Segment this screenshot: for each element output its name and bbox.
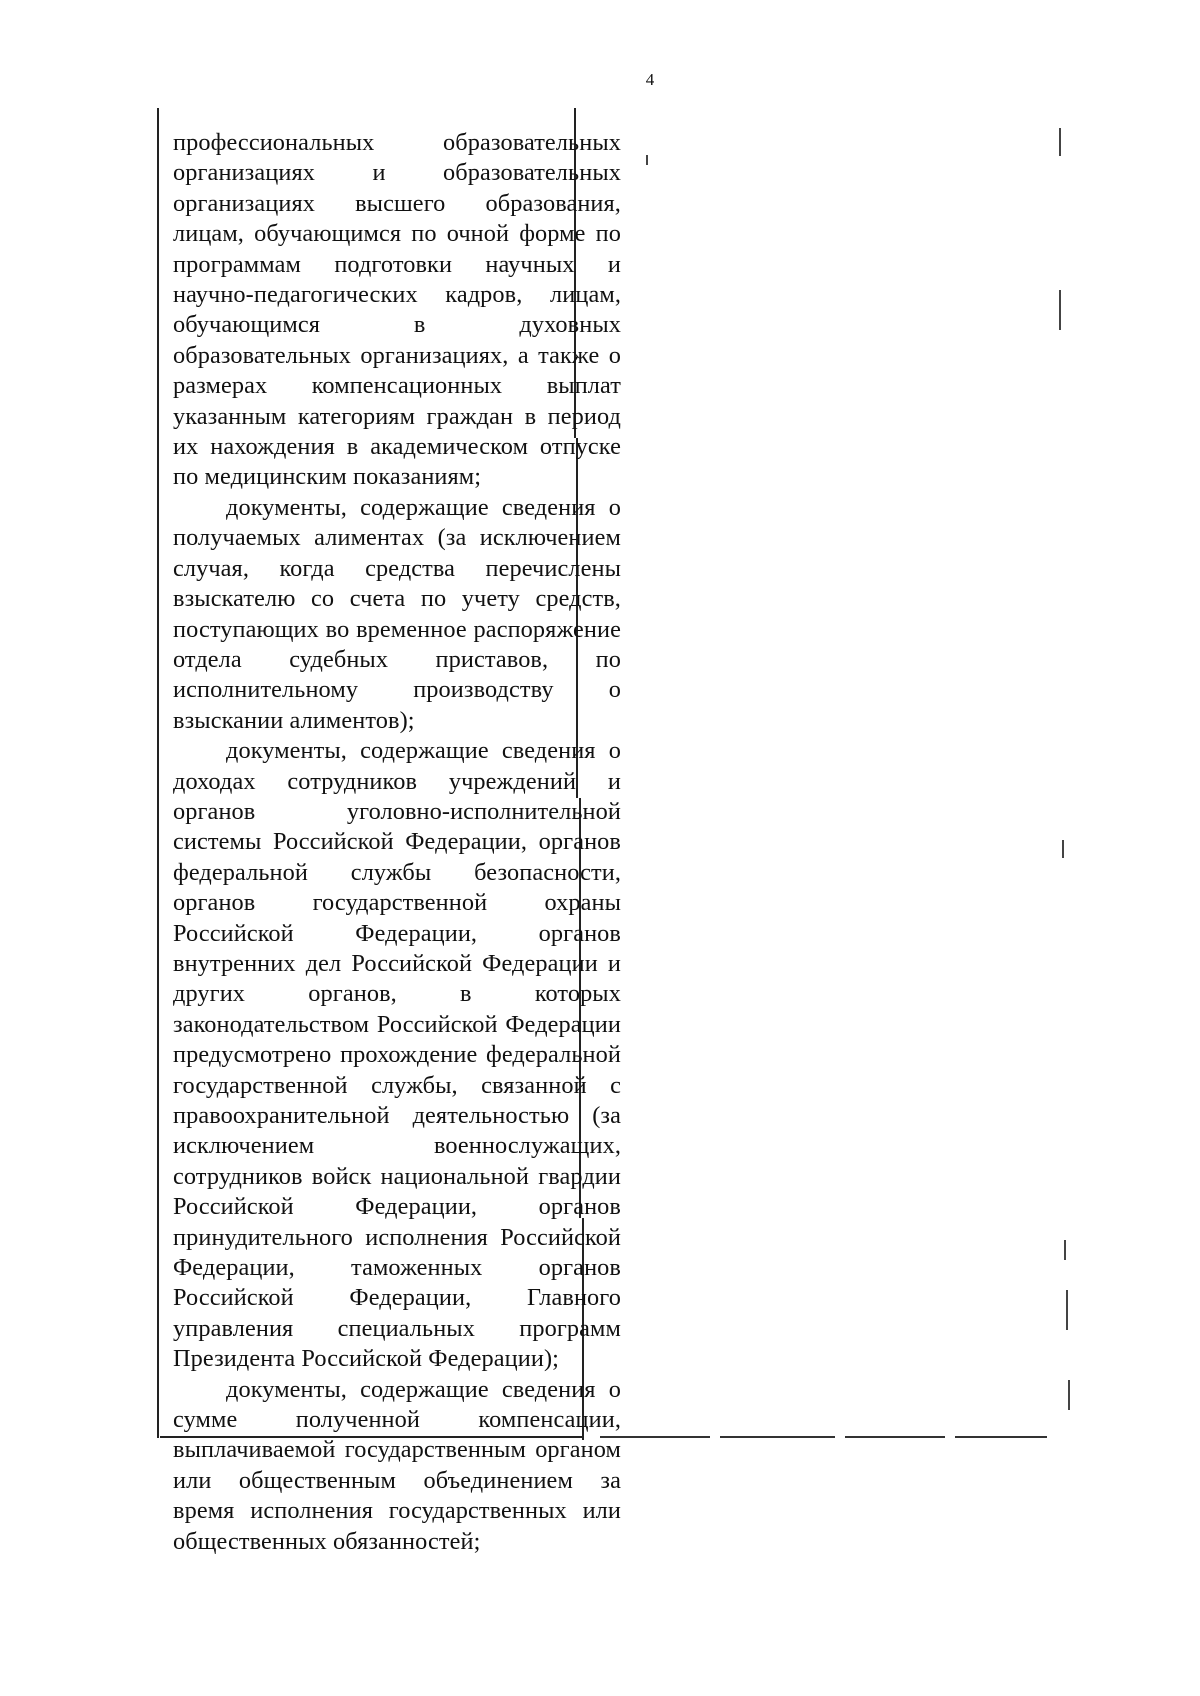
- scan-artifact-tick: [1066, 1290, 1068, 1330]
- scan-artifact-tick: [1059, 290, 1061, 330]
- scan-artifact-tick: [646, 155, 648, 165]
- table-bottom-dash: [720, 1436, 835, 1438]
- page-number: 4: [645, 70, 655, 89]
- paragraph-1: профессиональных образовательных организациях и образовательных организациях высшего образования, лицам, обучающимся по очной форме по программам подготовки научных и научно-педагогических кадров, лицам, обучающимся в духовных образовательных организациях, а также о размерах компенсационных выплат указанным категориям граждан в период их нахождения в академическом отпуске по медицинским показаниям;: [173, 129, 621, 491]
- scan-artifact-tick: [1062, 840, 1064, 858]
- table-bottom-dash: [845, 1436, 945, 1438]
- document-body: [173, 128, 621, 1557]
- scan-artifact-tick: [1064, 1240, 1066, 1260]
- paragraph-4: документы, содержащие сведения о сумме полученной компенсации, выплачиваемой государственным органом или общественным объединением за время исполнения государственных или общественных обязанностей;: [173, 1375, 621, 1555]
- paragraph-3: документы, содержащие сведения о доходах сотрудников учреждений и органов уголовно-исполнительной системы Российской Федерации, органов федеральной службы безопасности, органов государственной охраны Российской Федерации, органов внутренних дел Российской Федерации и других органов, в которых законодательством Российской Федерации предусмотрено прохождение федеральной государственной службы, связанной с правоохранительной деятельностью (за исключением военнослужащих, сотрудников войск национальной гвардии Российской Федерации, органов принудительного исполнения Российской Федерации, таможенных органов Российской Федерации, Главного управления специальных программ Президента Российской Федерации);: [173, 737, 621, 1373]
- table-bottom-dash: [955, 1436, 1047, 1438]
- left-column-left-border: [157, 108, 159, 1438]
- paragraph-2: документы, содержащие сведения о получаемых алиментах (за исключением случая, когда средства перечислены взыскателю со счета по учету средств, поступающих во временное распоряжение отдела судебных приставов, по исполнительному производству о взыскании алиментов);: [173, 493, 621, 734]
- scan-artifact-tick: [1068, 1380, 1070, 1410]
- scan-artifact-tick: [1059, 128, 1061, 156]
